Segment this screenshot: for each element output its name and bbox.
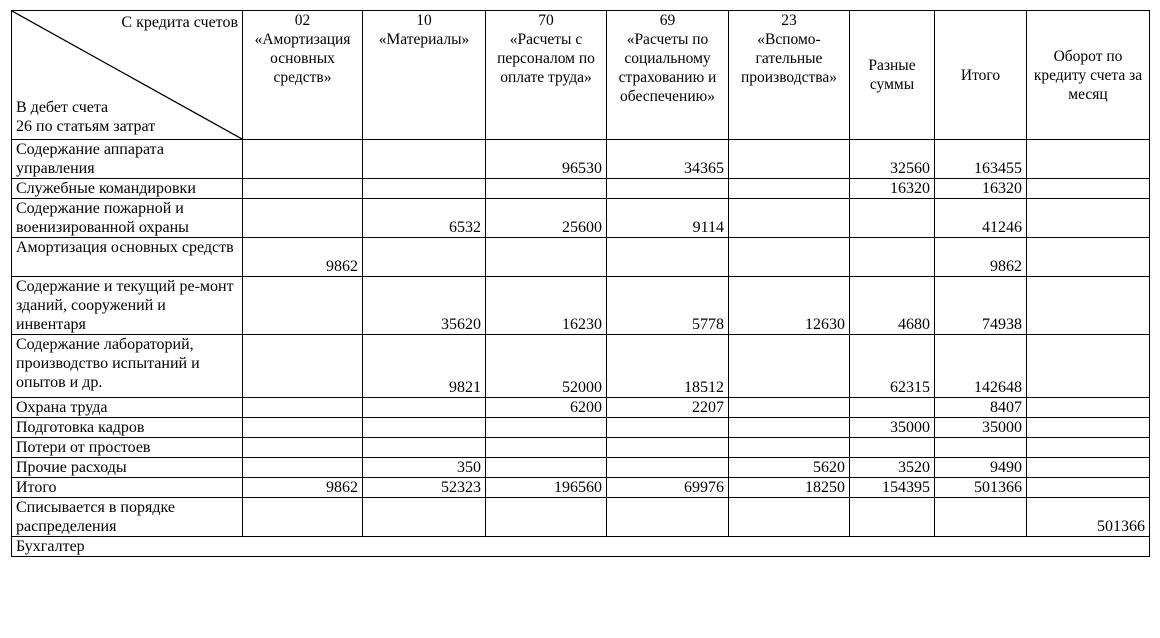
column-code: 02 <box>294 12 311 29</box>
debit-label <box>16 98 155 136</box>
value-cell-v70: 196560 <box>486 478 607 498</box>
value-cell-v02 <box>243 498 363 537</box>
value-cell-v23 <box>729 498 850 537</box>
value-cell-v02 <box>243 277 363 335</box>
value-cell-v10 <box>363 438 486 458</box>
cost-item-label: Амортизация основных средств <box>12 238 243 277</box>
value-cell-v69: 34365 <box>607 140 729 179</box>
cost-item-label: Потери от простоев <box>12 438 243 458</box>
value-cell-v02: 9862 <box>243 238 363 277</box>
cost-item-label: Подготовка кадров <box>12 418 243 438</box>
value-cell-v69: 18512 <box>607 335 729 398</box>
column-header-total: Итого <box>935 11 1027 140</box>
value-cell-turnover <box>1027 238 1150 277</box>
value-cell-misc <box>850 199 935 238</box>
value-cell-total: 9862 <box>935 238 1027 277</box>
column-code: 70 <box>538 12 554 29</box>
column-name: «Материалы» <box>378 31 470 48</box>
value-cell-v23 <box>729 199 850 238</box>
cost-item-label: Содержание аппарата управления <box>12 140 243 179</box>
value-cell-v02 <box>243 179 363 199</box>
value-cell-v70: 25600 <box>486 199 607 238</box>
debit-label-line-1: В дебет счета <box>16 99 109 116</box>
value-cell-misc <box>850 398 935 418</box>
column-name: «Расчеты с персоналом по оплате труда» <box>497 31 595 86</box>
value-cell-v10 <box>363 238 486 277</box>
value-cell-total: 41246 <box>935 199 1027 238</box>
value-cell-v10: 350 <box>363 458 486 478</box>
column-header-misc: Разные суммы <box>850 11 935 140</box>
value-cell-turnover <box>1027 478 1150 498</box>
value-cell-v02 <box>243 418 363 438</box>
value-cell-v23 <box>729 438 850 458</box>
column-code: 69 <box>659 12 676 29</box>
value-cell-v10 <box>363 418 486 438</box>
value-cell-misc: 16320 <box>850 179 935 199</box>
value-cell-turnover <box>1027 418 1150 438</box>
cost-item-label: Служебные командировки <box>12 179 243 199</box>
table-row <box>12 398 1150 418</box>
accountant-signature: Бухгалтер <box>12 537 1150 557</box>
value-cell-misc: 3520 <box>850 458 935 478</box>
table-row <box>12 199 1150 238</box>
value-cell-v69 <box>607 238 729 277</box>
table-row <box>12 458 1150 478</box>
header-row <box>12 11 1150 140</box>
value-cell-total: 16320 <box>935 179 1027 199</box>
value-cell-misc: 32560 <box>850 140 935 179</box>
value-cell-v10 <box>363 179 486 199</box>
value-cell-v70 <box>486 498 607 537</box>
value-cell-v10: 9821 <box>363 335 486 398</box>
value-cell-v70 <box>486 418 607 438</box>
value-cell-v70: 52000 <box>486 335 607 398</box>
value-cell-total: 142648 <box>935 335 1027 398</box>
table-row <box>12 277 1150 335</box>
value-cell-turnover <box>1027 140 1150 179</box>
value-cell-total <box>935 498 1027 537</box>
value-cell-v23 <box>729 398 850 418</box>
value-cell-total <box>935 438 1027 458</box>
value-cell-v10: 35620 <box>363 277 486 335</box>
value-cell-v69: 5778 <box>607 277 729 335</box>
value-cell-v69 <box>607 458 729 478</box>
value-cell-v10: 6532 <box>363 199 486 238</box>
value-cell-v70: 16230 <box>486 277 607 335</box>
signature-row <box>12 537 1150 557</box>
column-header <box>486 11 607 140</box>
cost-item-label: Содержание и текущий ре-монт зданий, сооружений и инвентаря <box>12 277 243 335</box>
value-cell-v70: 6200 <box>486 398 607 418</box>
value-cell-v02 <box>243 438 363 458</box>
value-cell-turnover <box>1027 438 1150 458</box>
debit-label-line-2: 26 по статьям затрат <box>16 118 156 135</box>
value-cell-v70 <box>486 238 607 277</box>
table-row <box>12 335 1150 398</box>
value-cell-turnover <box>1027 277 1150 335</box>
value-cell-v02 <box>243 199 363 238</box>
value-cell-v02 <box>243 458 363 478</box>
table-row <box>12 478 1150 498</box>
value-cell-misc: 35000 <box>850 418 935 438</box>
value-cell-v02 <box>243 398 363 418</box>
value-cell-misc: 4680 <box>850 277 935 335</box>
value-cell-turnover <box>1027 458 1150 478</box>
value-cell-v23: 12630 <box>729 277 850 335</box>
value-cell-turnover <box>1027 199 1150 238</box>
cost-item-label: Прочие расходы <box>12 458 243 478</box>
value-cell-v69: 2207 <box>607 398 729 418</box>
value-cell-v23: 18250 <box>729 478 850 498</box>
cost-item-label: Охрана труда <box>12 398 243 418</box>
value-cell-total: 163455 <box>935 140 1027 179</box>
column-header-turnover: Оборот по кредиту счета за месяц <box>1027 11 1150 140</box>
value-cell-v69 <box>607 418 729 438</box>
value-cell-v10 <box>363 398 486 418</box>
table-row <box>12 418 1150 438</box>
value-cell-total: 8407 <box>935 398 1027 418</box>
value-cell-v10 <box>363 498 486 537</box>
column-header <box>607 11 729 140</box>
cost-item-label: Итого <box>12 478 243 498</box>
value-cell-v69 <box>607 438 729 458</box>
value-cell-v69 <box>607 179 729 199</box>
value-cell-misc <box>850 438 935 458</box>
value-cell-total: 501366 <box>935 478 1027 498</box>
value-cell-v70 <box>486 438 607 458</box>
value-cell-turnover: 501366 <box>1027 498 1150 537</box>
column-code: 10 <box>416 12 432 29</box>
value-cell-v23 <box>729 335 850 398</box>
column-header <box>729 11 850 140</box>
ledger-body <box>12 140 1150 557</box>
table-row <box>12 238 1150 277</box>
value-cell-total: 35000 <box>935 418 1027 438</box>
value-cell-v02: 9862 <box>243 478 363 498</box>
value-cell-misc: 62315 <box>850 335 935 398</box>
table-row <box>12 498 1150 537</box>
value-cell-v23 <box>729 418 850 438</box>
value-cell-v23: 5620 <box>729 458 850 478</box>
value-cell-total: 9490 <box>935 458 1027 478</box>
value-cell-v23 <box>729 179 850 199</box>
cost-item-label: Содержание лабораторий, производство испытаний и опытов и др. <box>12 335 243 398</box>
column-name: «Вспомо-гательные производства» <box>740 31 837 86</box>
value-cell-v02 <box>243 335 363 398</box>
value-cell-v70 <box>486 179 607 199</box>
column-code: 23 <box>781 12 797 29</box>
value-cell-total: 74938 <box>935 277 1027 335</box>
value-cell-v69 <box>607 498 729 537</box>
value-cell-v23 <box>729 238 850 277</box>
value-cell-misc <box>850 238 935 277</box>
value-cell-v10: 52323 <box>363 478 486 498</box>
value-cell-v02 <box>243 140 363 179</box>
credit-label: С кредита счетов <box>121 14 238 31</box>
value-cell-v70: 96530 <box>486 140 607 179</box>
value-cell-v10 <box>363 140 486 179</box>
value-cell-turnover <box>1027 398 1150 418</box>
column-header <box>363 11 486 140</box>
column-header <box>243 11 363 140</box>
value-cell-misc <box>850 498 935 537</box>
cost-item-label: Списывается в порядке распределения <box>12 498 243 537</box>
value-cell-v69: 69976 <box>607 478 729 498</box>
value-cell-turnover <box>1027 179 1150 199</box>
table-row <box>12 140 1150 179</box>
cost-item-label: Содержание пожарной и военизированной охраны <box>12 199 243 238</box>
value-cell-v23 <box>729 140 850 179</box>
table-row <box>12 179 1150 199</box>
value-cell-misc: 154395 <box>850 478 935 498</box>
table-row <box>12 438 1150 458</box>
value-cell-turnover <box>1027 335 1150 398</box>
value-cell-v70 <box>486 458 607 478</box>
cost-allocation-sheet <box>11 10 1149 617</box>
header-corner-cell <box>12 11 243 140</box>
ledger-table <box>11 10 1150 557</box>
value-cell-v69: 9114 <box>607 199 729 238</box>
column-name: «Расчеты по социальному страхованию и обеспечению» <box>618 31 717 105</box>
column-name: «Амортизация основных средств» <box>254 31 351 86</box>
